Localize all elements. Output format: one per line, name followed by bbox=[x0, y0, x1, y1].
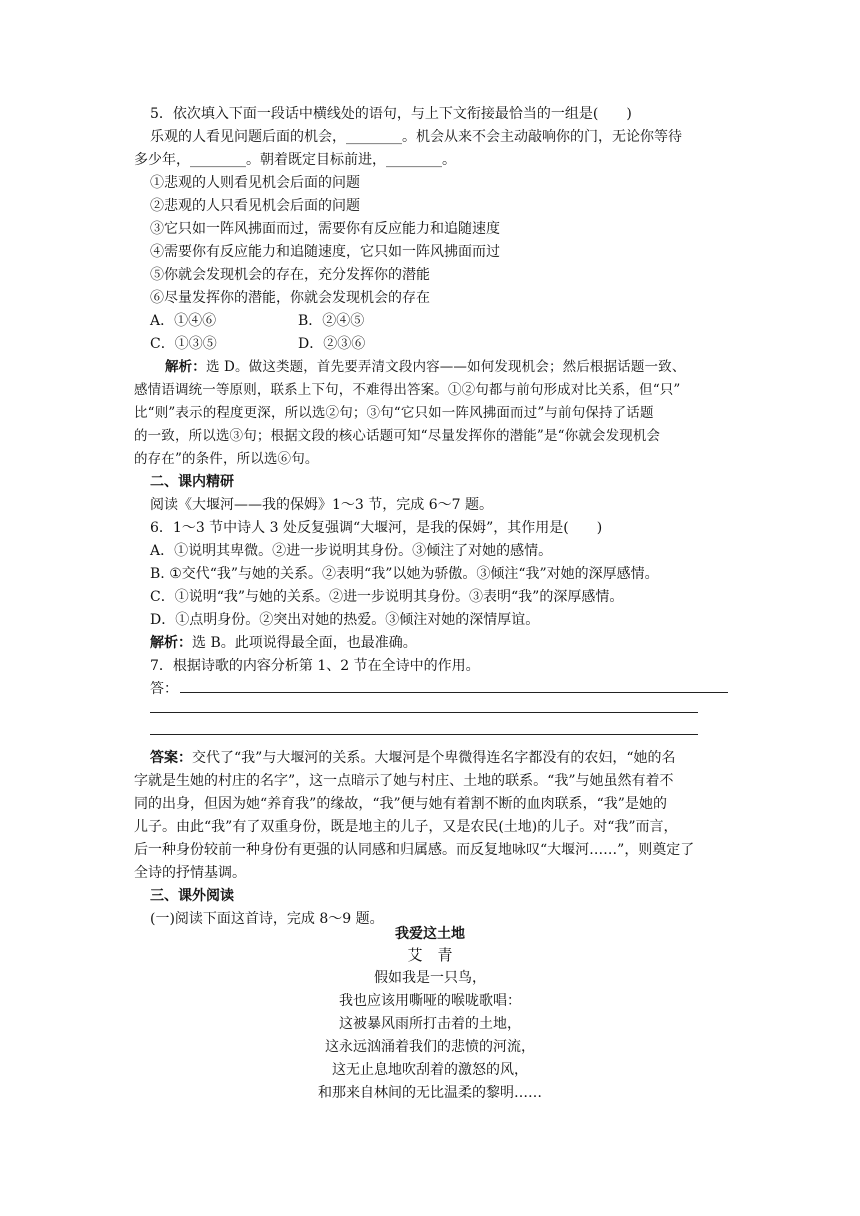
q5-item: ②悲观的人只看见机会后面的问题 bbox=[150, 198, 360, 214]
q5-option-row bbox=[150, 334, 365, 354]
q6-analysis-label: 解析： bbox=[150, 635, 192, 651]
q7-answer-line: 答案：交代了“我”与大堰河的关系。大堰河是个卑微得连名字都没有的农妇，“她的名 bbox=[150, 750, 676, 766]
q7-answer-line: 儿子。由此“我”有了双重身份，既是地主的儿子，又是农民(土地)的儿子。对“我”而言， bbox=[134, 819, 678, 835]
section-title: 二、课内精研 bbox=[150, 474, 234, 490]
poem-title: 我爱这土地 bbox=[395, 926, 465, 942]
poem-line: 我也应该用嘶哑的喉咙歌唱： bbox=[339, 993, 521, 1009]
q5-passage-line-1: 乐观的人看见问题后面的机会，________。机会从来不会主动敲响你的门，无论你等待 bbox=[150, 129, 682, 145]
q7-stem: 7．根据诗歌的内容分析第 1、2 节在全诗中的作用。 bbox=[150, 658, 480, 674]
poem-line: 这被暴风雨所打击着的土地， bbox=[339, 1016, 521, 1032]
q5-analysis-label: 解析： bbox=[165, 359, 206, 375]
q5-item: ④需要你有反应能力和追随速度，它只如一阵风拂面而过 bbox=[150, 244, 500, 260]
q5-option-d: D．②③⑥ bbox=[298, 336, 366, 352]
q5-passage-line-2: 多少年，________。朝着既定目标前进，________。 bbox=[134, 152, 456, 168]
q5-analysis-line: 解析：选 D。做这类题，首先要弄清文段内容——如何发现机会；然后根据话题一致、 bbox=[165, 359, 686, 375]
q5-item: ⑤你就会发现机会的存在，充分发挥你的潜能 bbox=[150, 267, 430, 283]
poem-line: 和那来自林间的无比温柔的黎明…… bbox=[318, 1085, 542, 1101]
poem-author: 艾 青 bbox=[407, 946, 453, 964]
q6-option-c: C．①说明“我”与她的关系。②进一步说明其身份。③表明“我”的深厚感情。 bbox=[150, 589, 624, 605]
answer-line bbox=[150, 734, 698, 735]
q5-analysis-line: 的存在”的条件，所以选⑥句。 bbox=[134, 451, 319, 467]
q7-answer-line: 同的出身，但因为她“养育我”的缘故，“我”便与她有着割不断的血肉联系，“我”是她的 bbox=[134, 796, 667, 812]
q5-analysis-line: 的一致，所以选③句；根据文段的核心话题可知“尽量发挥你的潜能”是“你就会发现机会 bbox=[134, 428, 661, 444]
q5-item: ⑥尽量发挥你的潜能，你就会发现机会的存在 bbox=[150, 290, 430, 306]
q5-analysis-line: 感情语调统一等原则，联系上下句，不难得出答案。①②句都与前句形成对比关系，但“只” bbox=[134, 382, 681, 398]
q6-option-d: D．①点明身份。②突出对她的热爱。③倾注对她的深情厚谊。 bbox=[150, 612, 540, 628]
q7-answer-line: 全诗的抒情基调。 bbox=[134, 865, 246, 881]
q6-option-a: A．①说明其卑微。②进一步说明其身份。③倾注了对她的感情。 bbox=[150, 543, 553, 559]
q6-option-b: B. ①交代“我”与她的关系。②表明“我”以她为骄傲。③倾注“我”对她的深厚感情。 bbox=[150, 566, 659, 582]
q5-stem: 5．依次填入下面一段话中横线处的语句，与上下文衔接最恰当的一组是( ) bbox=[150, 106, 632, 122]
q7-answer-line: 字就是生她的村庄的名字”，这一点暗示了她与村庄、土地的联系。“我”与她虽然有着不 bbox=[134, 773, 674, 789]
answer-line bbox=[180, 692, 728, 693]
q5-item: ①悲观的人则看见机会后面的问题 bbox=[150, 175, 360, 191]
q5-analysis-line: 比“则”表示的程度更深，所以选②句；③句“它只如一阵风拂面而过”与前句保持了话题 bbox=[134, 405, 654, 421]
section-intro: 阅读《大堰河——我的保姆》1～3 节，完成 6～7 题。 bbox=[150, 497, 493, 513]
q7-answer-line: 后一种身份较前一种身份有更强的认同感和归属感。而反复地咏叹“大堰河……”，则奠定了 bbox=[134, 842, 695, 858]
poem-line: 假如我是一只鸟， bbox=[374, 970, 486, 986]
section-title: 三、课外阅读 bbox=[150, 888, 234, 904]
answer-line bbox=[150, 712, 698, 713]
q5-item: ③它只如一阵风拂面而过，需要你有反应能力和追随速度 bbox=[150, 221, 500, 237]
q5-option-row bbox=[150, 311, 364, 331]
q6-analysis: 解析：选 B。此项说得最全面，也最准确。 bbox=[150, 635, 417, 651]
q5-option-c: C．①③⑤ bbox=[150, 336, 217, 352]
section-intro: (一)阅读下面这首诗，完成 8～9 题。 bbox=[150, 911, 384, 927]
q7-answer-prefix: 答： bbox=[150, 681, 178, 697]
q5-option-b: B．②④⑤ bbox=[298, 313, 365, 329]
q5-option-a: A．①④⑥ bbox=[150, 313, 217, 329]
poem-line: 这永远汹涌着我们的悲愤的河流， bbox=[325, 1039, 535, 1055]
poem-line: 这无止息地吹刮着的激怒的风， bbox=[332, 1062, 528, 1078]
q7-answer-label: 答案： bbox=[150, 750, 192, 766]
q6-stem: 6．1～3 节中诗人 3 处反复强调“大堰河，是我的保姆”，其作用是( ) bbox=[150, 520, 603, 536]
